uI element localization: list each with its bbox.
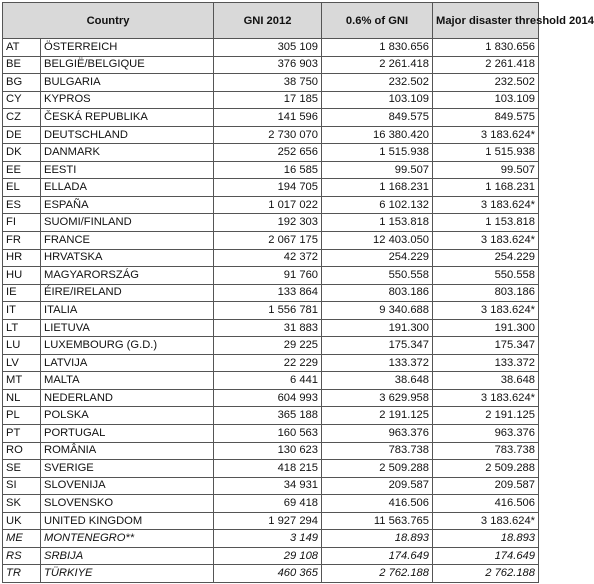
threshold-cell: 103.109 bbox=[433, 91, 539, 109]
country-code-cell: PL bbox=[3, 407, 41, 425]
threshold-cell: 2 191.125 bbox=[433, 407, 539, 425]
country-code-cell: PT bbox=[3, 425, 41, 443]
pct-of-gni-cell: 99.507 bbox=[322, 161, 433, 179]
pct-of-gni-cell: 133.372 bbox=[322, 354, 433, 372]
country-name-cell: DANMARK bbox=[41, 144, 214, 162]
threshold-cell: 3 183.624* bbox=[433, 126, 539, 144]
threshold-cell: 209.587 bbox=[433, 477, 539, 495]
pct-of-gni-cell: 550.558 bbox=[322, 267, 433, 285]
country-code-cell: BE bbox=[3, 56, 41, 74]
table-row bbox=[3, 425, 539, 443]
gni-cell: 17 185 bbox=[214, 91, 322, 109]
country-code-cell: SK bbox=[3, 495, 41, 513]
pct-of-gni-cell: 416.506 bbox=[322, 495, 433, 513]
table-row bbox=[3, 249, 539, 267]
gni-cell: 6 441 bbox=[214, 372, 322, 390]
country-name-cell: MALTA bbox=[41, 372, 214, 390]
country-code-cell: IT bbox=[3, 302, 41, 320]
country-name-cell: FRANCE bbox=[41, 232, 214, 250]
table-row bbox=[3, 389, 539, 407]
country-name-cell: UNITED KINGDOM bbox=[41, 512, 214, 530]
country-name-cell: ÖSTERREICH bbox=[41, 39, 214, 57]
pct-of-gni-cell: 2 261.418 bbox=[322, 56, 433, 74]
country-name-cell: MAGYARORSZÁG bbox=[41, 267, 214, 285]
pct-of-gni-cell: 3 629.958 bbox=[322, 389, 433, 407]
country-code-cell: FR bbox=[3, 232, 41, 250]
pct-of-gni-cell: 783.738 bbox=[322, 442, 433, 460]
gni-cell: 604 993 bbox=[214, 389, 322, 407]
threshold-cell: 2 762.188 bbox=[433, 565, 539, 583]
country-code-cell: HR bbox=[3, 249, 41, 267]
country-name-cell: ESPAÑA bbox=[41, 196, 214, 214]
gni-cell: 69 418 bbox=[214, 495, 322, 513]
gni-cell: 305 109 bbox=[214, 39, 322, 57]
pct-of-gni-cell: 2 509.288 bbox=[322, 460, 433, 478]
pct-of-gni-cell: 103.109 bbox=[322, 91, 433, 109]
header-threshold: Major disaster threshold 2014 bbox=[433, 3, 539, 39]
gni-cell: 91 760 bbox=[214, 267, 322, 285]
country-code-cell: DK bbox=[3, 144, 41, 162]
pct-of-gni-cell: 209.587 bbox=[322, 477, 433, 495]
gni-cell: 22 229 bbox=[214, 354, 322, 372]
gni-cell: 29 225 bbox=[214, 337, 322, 355]
country-code-cell: SI bbox=[3, 477, 41, 495]
country-name-cell: PORTUGAL bbox=[41, 425, 214, 443]
threshold-cell: 99.507 bbox=[433, 161, 539, 179]
threshold-cell: 3 183.624* bbox=[433, 302, 539, 320]
pct-of-gni-cell: 1 515.938 bbox=[322, 144, 433, 162]
threshold-cell: 963.376 bbox=[433, 425, 539, 443]
country-code-cell: EE bbox=[3, 161, 41, 179]
country-name-cell: MONTENEGRO** bbox=[41, 530, 214, 548]
pct-of-gni-cell: 9 340.688 bbox=[322, 302, 433, 320]
country-name-cell: KYPROS bbox=[41, 91, 214, 109]
threshold-cell: 803.186 bbox=[433, 284, 539, 302]
table-row bbox=[3, 56, 539, 74]
country-name-cell: LIETUVA bbox=[41, 319, 214, 337]
table-row bbox=[3, 109, 539, 127]
header-pct-of-gni: 0.6% of GNI bbox=[322, 3, 433, 39]
gni-cell: 133 864 bbox=[214, 284, 322, 302]
country-name-cell: ČESKÁ REPUBLIKA bbox=[41, 109, 214, 127]
threshold-cell: 133.372 bbox=[433, 354, 539, 372]
pct-of-gni-cell: 174.649 bbox=[322, 547, 433, 565]
header-row bbox=[3, 3, 539, 39]
table-row bbox=[3, 196, 539, 214]
threshold-cell: 849.575 bbox=[433, 109, 539, 127]
country-name-cell: TÜRKIYE bbox=[41, 565, 214, 583]
country-name-cell: ITALIA bbox=[41, 302, 214, 320]
country-code-cell: NL bbox=[3, 389, 41, 407]
table-row bbox=[3, 477, 539, 495]
gni-cell: 365 188 bbox=[214, 407, 322, 425]
gni-threshold-table bbox=[2, 2, 594, 583]
pct-of-gni-cell: 2 762.188 bbox=[322, 565, 433, 583]
table-row bbox=[3, 179, 539, 197]
gni-cell: 2 730 070 bbox=[214, 126, 322, 144]
table-row bbox=[3, 354, 539, 372]
gni-cell: 460 365 bbox=[214, 565, 322, 583]
pct-of-gni-cell: 232.502 bbox=[322, 74, 433, 92]
gni-cell: 376 903 bbox=[214, 56, 322, 74]
table-row bbox=[3, 144, 539, 162]
table-row bbox=[3, 267, 539, 285]
gni-cell: 16 585 bbox=[214, 161, 322, 179]
country-name-cell: POLSKA bbox=[41, 407, 214, 425]
threshold-cell: 1 168.231 bbox=[433, 179, 539, 197]
threshold-cell: 174.649 bbox=[433, 547, 539, 565]
gni-cell: 252 656 bbox=[214, 144, 322, 162]
threshold-cell: 2 261.418 bbox=[433, 56, 539, 74]
threshold-cell: 2 509.288 bbox=[433, 460, 539, 478]
table-row bbox=[3, 460, 539, 478]
pct-of-gni-cell: 38.648 bbox=[322, 372, 433, 390]
country-code-cell: RS bbox=[3, 547, 41, 565]
country-name-cell: EESTI bbox=[41, 161, 214, 179]
table-row bbox=[3, 372, 539, 390]
pct-of-gni-cell: 11 563.765 bbox=[322, 512, 433, 530]
table-row bbox=[3, 232, 539, 250]
country-code-cell: RO bbox=[3, 442, 41, 460]
pct-of-gni-cell: 16 380.420 bbox=[322, 126, 433, 144]
pct-of-gni-cell: 254.229 bbox=[322, 249, 433, 267]
table-row bbox=[3, 565, 539, 583]
gni-cell: 29 108 bbox=[214, 547, 322, 565]
table-row bbox=[3, 547, 539, 565]
table-row bbox=[3, 284, 539, 302]
table-row bbox=[3, 302, 539, 320]
gni-cell: 141 596 bbox=[214, 109, 322, 127]
table-row bbox=[3, 91, 539, 109]
table-row bbox=[3, 214, 539, 232]
country-name-cell: DEUTSCHLAND bbox=[41, 126, 214, 144]
gni-cell: 42 372 bbox=[214, 249, 322, 267]
threshold-cell: 1 830.656 bbox=[433, 39, 539, 57]
pct-of-gni-cell: 175.347 bbox=[322, 337, 433, 355]
gni-cell: 194 705 bbox=[214, 179, 322, 197]
pct-of-gni-cell: 12 403.050 bbox=[322, 232, 433, 250]
gni-cell: 130 623 bbox=[214, 442, 322, 460]
country-code-cell: CZ bbox=[3, 109, 41, 127]
country-code-cell: CY bbox=[3, 91, 41, 109]
threshold-cell: 1 153.818 bbox=[433, 214, 539, 232]
threshold-cell: 191.300 bbox=[433, 319, 539, 337]
country-code-cell: AT bbox=[3, 39, 41, 57]
gni-cell: 1 556 781 bbox=[214, 302, 322, 320]
pct-of-gni-cell: 1 830.656 bbox=[322, 39, 433, 57]
threshold-cell: 3 183.624* bbox=[433, 196, 539, 214]
country-code-cell: ES bbox=[3, 196, 41, 214]
country-code-cell: BG bbox=[3, 74, 41, 92]
gni-cell: 38 750 bbox=[214, 74, 322, 92]
country-code-cell: HU bbox=[3, 267, 41, 285]
threshold-cell: 416.506 bbox=[433, 495, 539, 513]
table-header bbox=[3, 3, 594, 39]
table-row bbox=[3, 407, 539, 425]
threshold-cell: 175.347 bbox=[433, 337, 539, 355]
country-name-cell: BELGIË/BELGIQUE bbox=[41, 56, 214, 74]
pct-of-gni-cell: 1 168.231 bbox=[322, 179, 433, 197]
country-name-cell: SUOMI/FINLAND bbox=[41, 214, 214, 232]
header-country: Country bbox=[3, 3, 214, 39]
country-code-cell: LV bbox=[3, 354, 41, 372]
table-row bbox=[3, 126, 539, 144]
threshold-cell: 3 183.624* bbox=[433, 232, 539, 250]
gni-cell: 34 931 bbox=[214, 477, 322, 495]
threshold-cell: 18.893 bbox=[433, 530, 539, 548]
gni-cell: 31 883 bbox=[214, 319, 322, 337]
threshold-cell: 3 183.624* bbox=[433, 512, 539, 530]
threshold-cell: 1 515.938 bbox=[433, 144, 539, 162]
country-code-cell: TR bbox=[3, 565, 41, 583]
gni-cell: 418 215 bbox=[214, 460, 322, 478]
country-name-cell: SLOVENIJA bbox=[41, 477, 214, 495]
threshold-cell: 254.229 bbox=[433, 249, 539, 267]
pct-of-gni-cell: 191.300 bbox=[322, 319, 433, 337]
country-name-cell: SLOVENSKO bbox=[41, 495, 214, 513]
threshold-cell: 232.502 bbox=[433, 74, 539, 92]
country-code-cell: MT bbox=[3, 372, 41, 390]
country-code-cell: DE bbox=[3, 126, 41, 144]
table-row bbox=[3, 442, 539, 460]
pct-of-gni-cell: 1 153.818 bbox=[322, 214, 433, 232]
pct-of-gni-cell: 6 102.132 bbox=[322, 196, 433, 214]
country-code-cell: ME bbox=[3, 530, 41, 548]
gni-cell: 1 927 294 bbox=[214, 512, 322, 530]
country-code-cell: IE bbox=[3, 284, 41, 302]
gni-cell: 3 149 bbox=[214, 530, 322, 548]
table-row bbox=[3, 319, 539, 337]
country-name-cell: LUXEMBOURG (G.D.) bbox=[41, 337, 214, 355]
table-row bbox=[3, 495, 539, 513]
country-name-cell: HRVATSKA bbox=[41, 249, 214, 267]
threshold-cell: 550.558 bbox=[433, 267, 539, 285]
country-name-cell: SVERIGE bbox=[41, 460, 214, 478]
table-row bbox=[3, 337, 539, 355]
gni-cell: 192 303 bbox=[214, 214, 322, 232]
country-code-cell: SE bbox=[3, 460, 41, 478]
table-body bbox=[3, 39, 539, 583]
pct-of-gni-cell: 803.186 bbox=[322, 284, 433, 302]
pct-of-gni-cell: 849.575 bbox=[322, 109, 433, 127]
country-code-cell: LT bbox=[3, 319, 41, 337]
threshold-cell: 3 183.624* bbox=[433, 389, 539, 407]
table-row bbox=[3, 512, 539, 530]
country-name-cell: ELLADA bbox=[41, 179, 214, 197]
pct-of-gni-cell: 2 191.125 bbox=[322, 407, 433, 425]
country-name-cell: BULGARIA bbox=[41, 74, 214, 92]
table-row bbox=[3, 530, 539, 548]
country-code-cell: LU bbox=[3, 337, 41, 355]
country-name-cell: NEDERLAND bbox=[41, 389, 214, 407]
pct-of-gni-cell: 963.376 bbox=[322, 425, 433, 443]
country-code-cell: FI bbox=[3, 214, 41, 232]
gni-cell: 1 017 022 bbox=[214, 196, 322, 214]
gni-cell: 160 563 bbox=[214, 425, 322, 443]
country-name-cell: ÉIRE/IRELAND bbox=[41, 284, 214, 302]
table-row bbox=[3, 161, 539, 179]
country-code-cell: UK bbox=[3, 512, 41, 530]
threshold-cell: 38.648 bbox=[433, 372, 539, 390]
table-row bbox=[3, 74, 539, 92]
header-gni-2012: GNI 2012 bbox=[214, 3, 322, 39]
country-name-cell: LATVIJA bbox=[41, 354, 214, 372]
threshold-cell: 783.738 bbox=[433, 442, 539, 460]
country-name-cell: SRBIJA bbox=[41, 547, 214, 565]
country-code-cell: EL bbox=[3, 179, 41, 197]
table-row bbox=[3, 39, 539, 57]
pct-of-gni-cell: 18.893 bbox=[322, 530, 433, 548]
country-name-cell: ROMÂNIA bbox=[41, 442, 214, 460]
gni-cell: 2 067 175 bbox=[214, 232, 322, 250]
